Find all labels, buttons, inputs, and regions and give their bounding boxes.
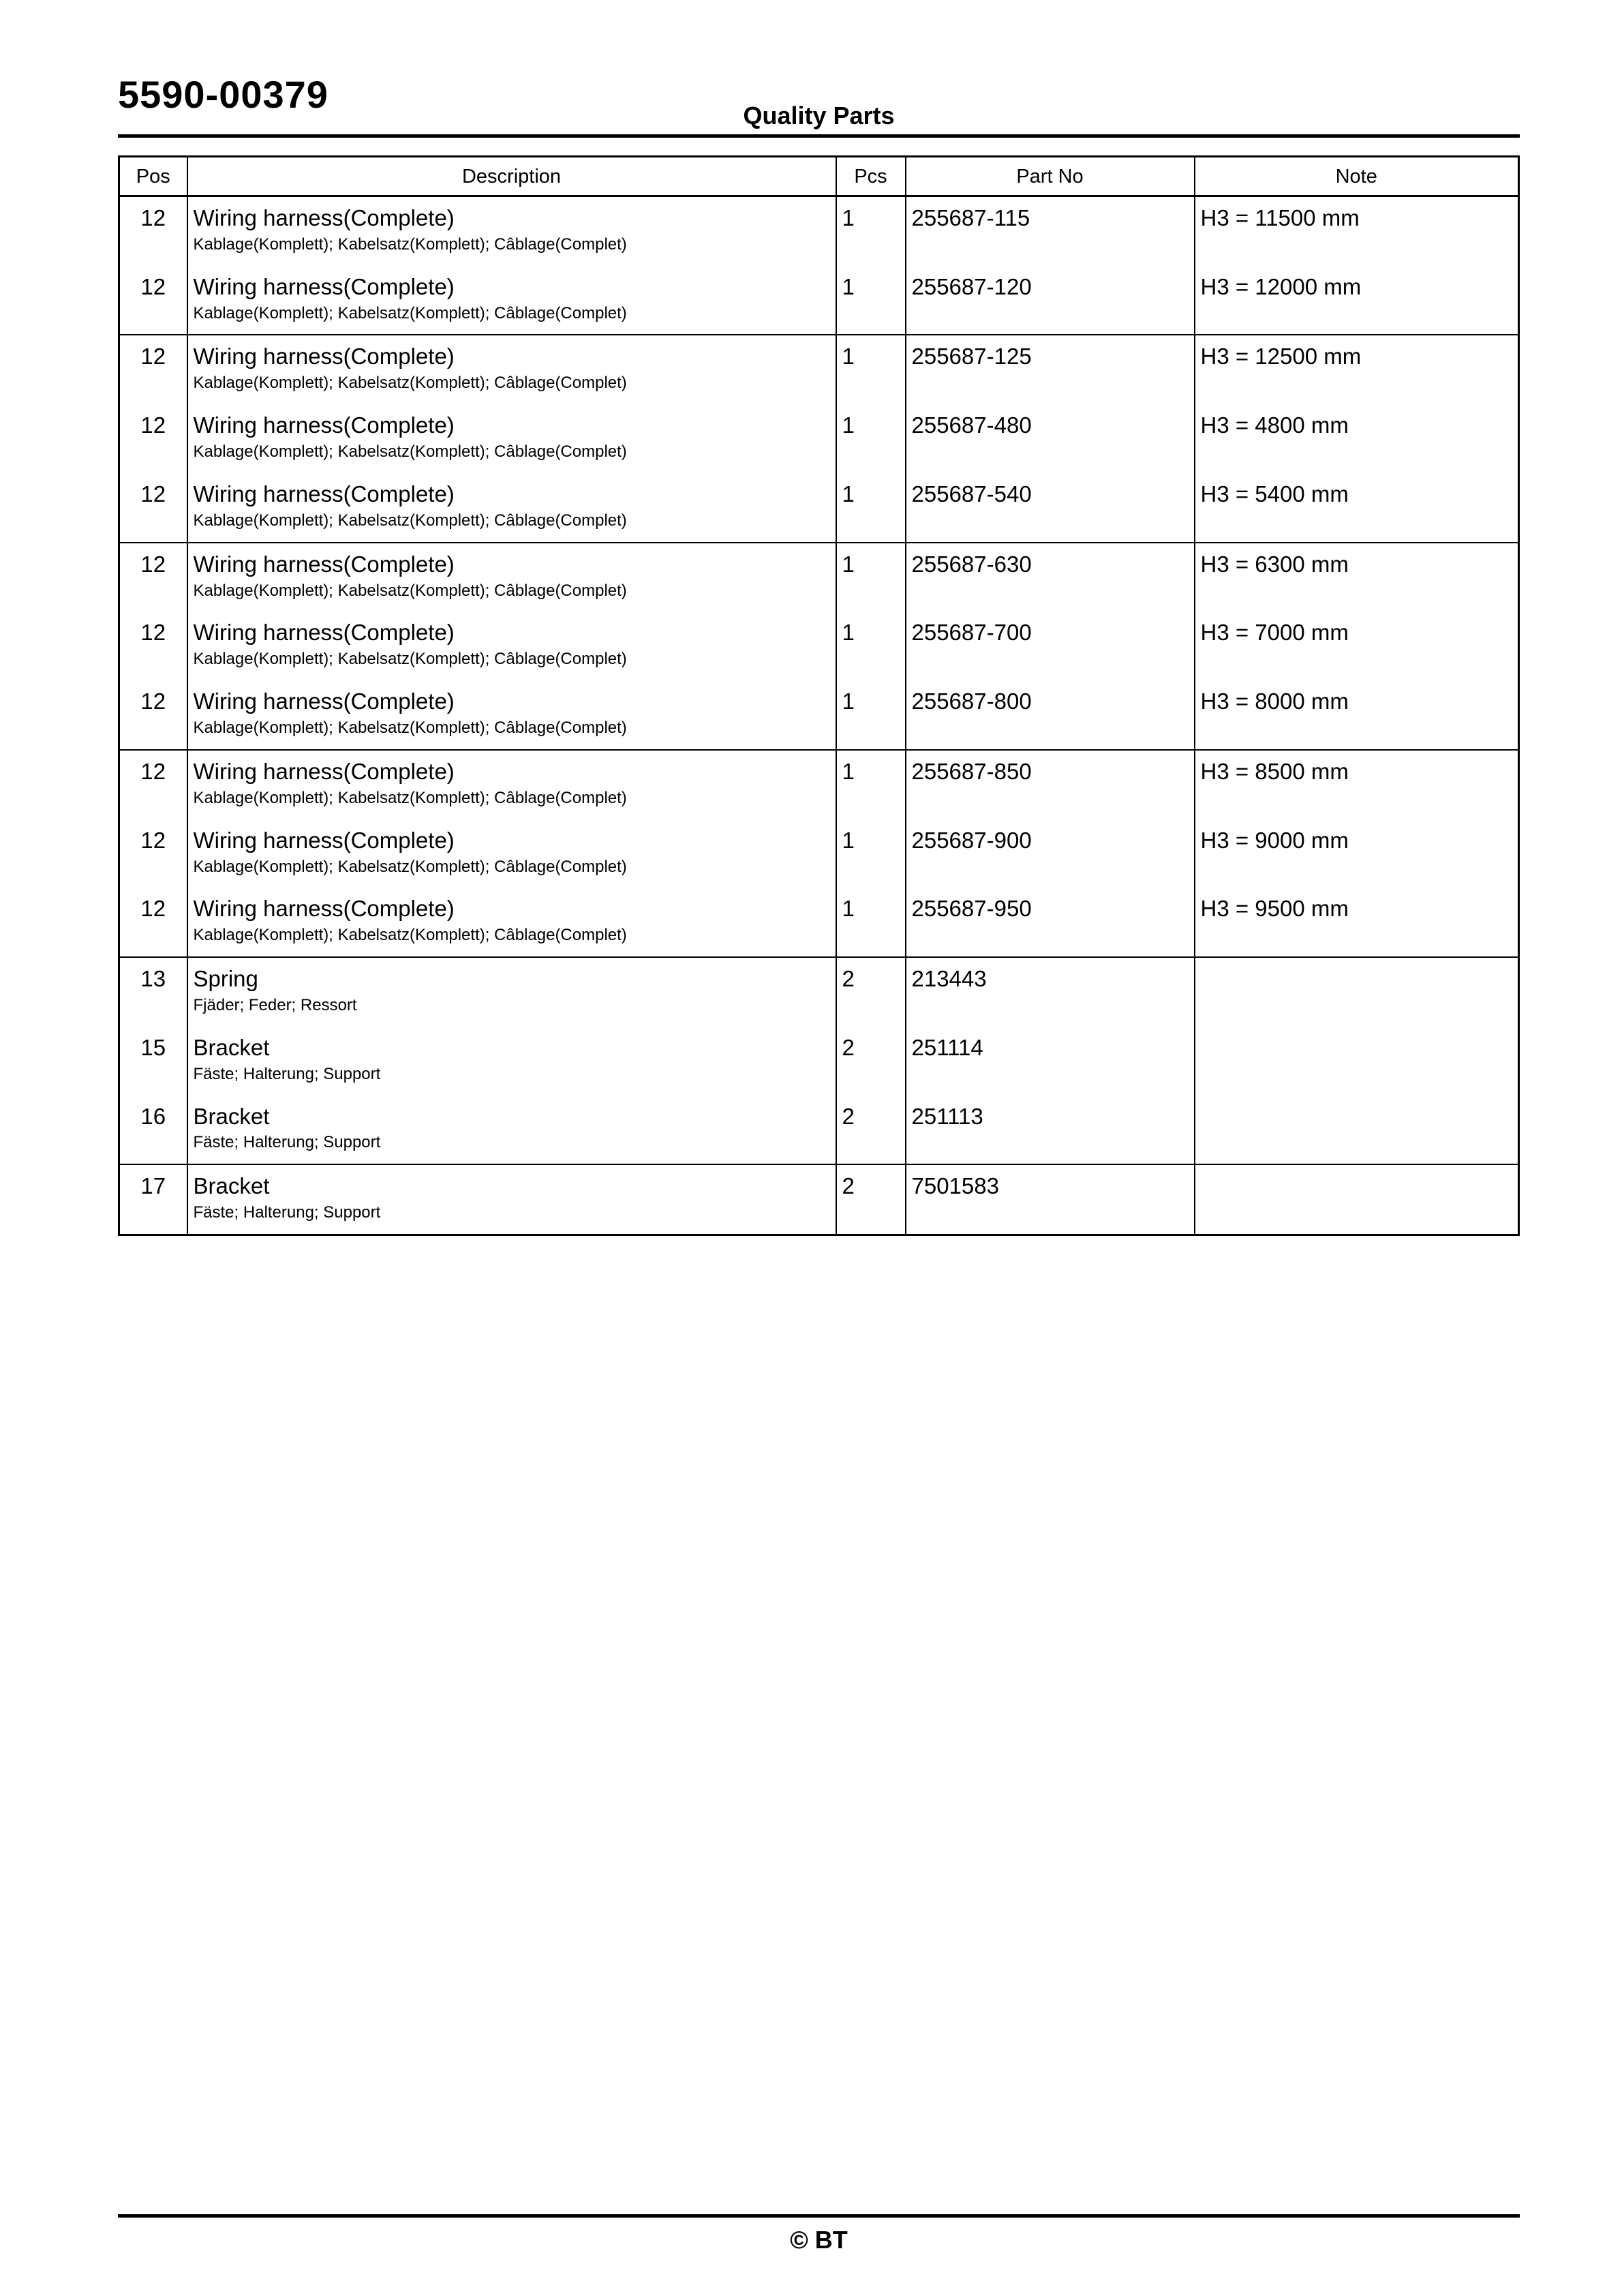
document-number: 5590-00379 (118, 73, 328, 116)
pcs-cell: 1 (836, 888, 906, 957)
description-subtitle: Fäste; Halterung; Support (193, 1133, 381, 1152)
table-row (119, 750, 1519, 819)
table-row (119, 1164, 1519, 1235)
description-subtitle: Kablage(Komplett); Kabelsatz(Komplett); Câblage(Complet) (193, 235, 627, 254)
description-subtitle: Kablage(Komplett); Kabelsatz(Komplett); Câblage(Complet) (193, 650, 627, 669)
table-header-row (119, 157, 1519, 196)
table-row (119, 888, 1519, 957)
note-cell (1195, 1027, 1519, 1096)
part-no-cell: 255687-700 (906, 611, 1195, 680)
part-no-cell: 255687-125 (906, 335, 1195, 404)
pcs-cell: 1 (836, 196, 906, 266)
description-subtitle: Kablage(Komplett); Kabelsatz(Komplett); Câblage(Complet) (193, 303, 627, 322)
description-title: Wiring harness(Complete) (193, 827, 455, 853)
pos-cell: 12 (119, 473, 187, 543)
pos-cell: 13 (119, 957, 187, 1027)
table-row (119, 611, 1519, 680)
note-cell (1195, 1164, 1519, 1235)
part-no-cell: 213443 (906, 957, 1195, 1027)
pcs-cell: 1 (836, 543, 906, 612)
description-subtitle: Fäste; Halterung; Support (193, 1203, 381, 1222)
description-title: Wiring harness(Complete) (193, 412, 455, 438)
pcs-cell: 2 (836, 1096, 906, 1165)
column-header-description: Description (187, 157, 836, 196)
note-cell: H3 = 8500 mm (1195, 750, 1519, 819)
pcs-cell: 1 (836, 266, 906, 335)
description-subtitle: Fjäder; Feder; Ressort (193, 996, 357, 1015)
description-cell (187, 888, 836, 957)
part-no-cell: 251113 (906, 1096, 1195, 1165)
pos-cell: 12 (119, 335, 187, 404)
description-subtitle: Kablage(Komplett); Kabelsatz(Komplett); Câblage(Complet) (193, 374, 627, 393)
table-row (119, 335, 1519, 404)
description-cell (187, 750, 836, 819)
page-footer (118, 2214, 1520, 2254)
part-no-cell: 255687-540 (906, 473, 1195, 543)
description-cell (187, 196, 836, 266)
description-title: Wiring harness(Complete) (193, 273, 455, 299)
description-subtitle: Kablage(Komplett); Kabelsatz(Komplett); Câblage(Complet) (193, 719, 627, 738)
description-subtitle: Kablage(Komplett); Kabelsatz(Komplett); Câblage(Complet) (193, 788, 627, 807)
description-cell (187, 1164, 836, 1235)
pos-cell: 12 (119, 680, 187, 750)
part-no-cell: 251114 (906, 1027, 1195, 1096)
description-subtitle: Fäste; Halterung; Support (193, 1064, 381, 1083)
table-row (119, 1027, 1519, 1096)
table-row (119, 473, 1519, 543)
pcs-cell: 2 (836, 1164, 906, 1235)
page-content (118, 0, 1520, 1236)
parts-table-body (119, 196, 1519, 1235)
note-cell: H3 = 9000 mm (1195, 819, 1519, 888)
note-cell: H3 = 7000 mm (1195, 611, 1519, 680)
description-subtitle: Kablage(Komplett); Kabelsatz(Komplett); Câblage(Complet) (193, 581, 627, 600)
table-row (119, 957, 1519, 1027)
pos-cell: 12 (119, 196, 187, 266)
part-no-cell: 255687-630 (906, 543, 1195, 612)
description-cell (187, 957, 836, 1027)
pos-cell: 16 (119, 1096, 187, 1165)
pcs-cell: 1 (836, 819, 906, 888)
table-row (119, 1096, 1519, 1165)
note-cell: H3 = 8000 mm (1195, 680, 1519, 750)
part-no-cell: 255687-950 (906, 888, 1195, 957)
description-cell (187, 404, 836, 473)
note-cell: H3 = 11500 mm (1195, 196, 1519, 266)
note-cell: H3 = 5400 mm (1195, 473, 1519, 543)
copyright: © BT (790, 2226, 848, 2254)
part-no-cell: 7501583 (906, 1164, 1195, 1235)
parts-table (118, 155, 1520, 1236)
pcs-cell: 1 (836, 611, 906, 680)
description-subtitle: Kablage(Komplett); Kabelsatz(Komplett); Câblage(Complet) (193, 442, 627, 462)
table-row (119, 543, 1519, 612)
description-title: Bracket (193, 1173, 270, 1199)
description-title: Spring (193, 966, 258, 992)
part-no-cell: 255687-115 (906, 196, 1195, 266)
table-row (119, 196, 1519, 266)
description-title: Wiring harness(Complete) (193, 205, 455, 230)
description-title: Bracket (193, 1103, 270, 1129)
pos-cell: 12 (119, 404, 187, 473)
note-cell: H3 = 12000 mm (1195, 266, 1519, 335)
note-cell: H3 = 4800 mm (1195, 404, 1519, 473)
pos-cell: 17 (119, 1164, 187, 1235)
pcs-cell: 1 (836, 404, 906, 473)
note-cell: H3 = 6300 mm (1195, 543, 1519, 612)
pcs-cell: 2 (836, 1027, 906, 1096)
note-cell (1195, 957, 1519, 1027)
pos-cell: 12 (119, 543, 187, 612)
pcs-cell: 1 (836, 473, 906, 543)
pos-cell: 12 (119, 750, 187, 819)
description-cell (187, 680, 836, 750)
column-header-note: Note (1195, 157, 1519, 196)
pos-cell: 12 (119, 819, 187, 888)
pcs-cell: 1 (836, 680, 906, 750)
pos-cell: 15 (119, 1027, 187, 1096)
note-cell: H3 = 9500 mm (1195, 888, 1519, 957)
description-subtitle: Kablage(Komplett); Kabelsatz(Komplett); Câblage(Complet) (193, 511, 627, 530)
note-cell (1195, 1096, 1519, 1165)
column-header-pcs: Pcs (836, 157, 906, 196)
page-header (118, 73, 1520, 138)
pos-cell: 12 (119, 266, 187, 335)
description-title: Wiring harness(Complete) (193, 551, 455, 577)
note-cell: H3 = 12500 mm (1195, 335, 1519, 404)
page-title: Quality Parts (743, 102, 895, 130)
description-subtitle: Kablage(Komplett); Kabelsatz(Komplett); Câblage(Complet) (193, 857, 627, 876)
pcs-cell: 1 (836, 335, 906, 404)
part-no-cell: 255687-120 (906, 266, 1195, 335)
description-cell (187, 819, 836, 888)
table-row (119, 819, 1519, 888)
description-title: Wiring harness(Complete) (193, 758, 455, 784)
description-title: Wiring harness(Complete) (193, 620, 455, 646)
column-header-part-no: Part No (906, 157, 1195, 196)
description-cell (187, 1096, 836, 1165)
pcs-cell: 2 (836, 957, 906, 1027)
pcs-cell: 1 (836, 750, 906, 819)
part-no-cell: 255687-480 (906, 404, 1195, 473)
description-title: Wiring harness(Complete) (193, 896, 455, 922)
column-header-pos: Pos (119, 157, 187, 196)
description-title: Bracket (193, 1034, 270, 1060)
table-row (119, 266, 1519, 335)
part-no-cell: 255687-800 (906, 680, 1195, 750)
part-no-cell: 255687-850 (906, 750, 1195, 819)
description-title: Wiring harness(Complete) (193, 481, 455, 507)
description-title: Wiring harness(Complete) (193, 344, 455, 369)
description-subtitle: Kablage(Komplett); Kabelsatz(Komplett); Câblage(Complet) (193, 926, 627, 945)
table-row (119, 680, 1519, 750)
part-no-cell: 255687-900 (906, 819, 1195, 888)
description-cell (187, 1027, 836, 1096)
description-cell (187, 611, 836, 680)
description-cell (187, 266, 836, 335)
description-cell (187, 543, 836, 612)
description-cell (187, 473, 836, 543)
description-title: Wiring harness(Complete) (193, 689, 455, 714)
pos-cell: 12 (119, 611, 187, 680)
pos-cell: 12 (119, 888, 187, 957)
description-cell (187, 335, 836, 404)
table-row (119, 404, 1519, 473)
